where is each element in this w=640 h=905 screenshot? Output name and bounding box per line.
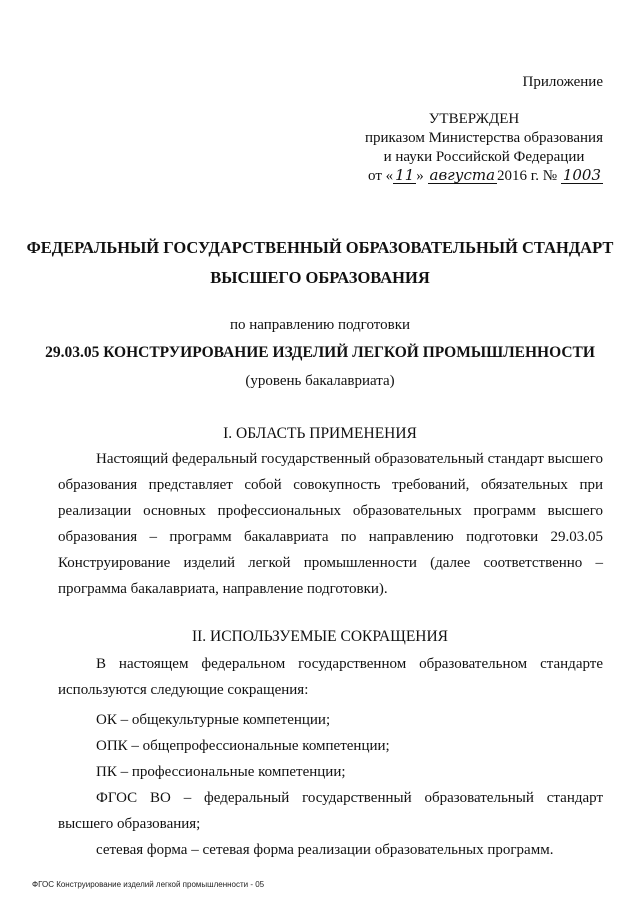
date-prefix: от « [368, 168, 394, 184]
order-line-1: приказом Министерства образования [365, 130, 603, 146]
title-line-2: ВЫСШЕГО ОБРАЗОВАНИЯ [210, 268, 430, 287]
title-line-1: ФЕДЕРАЛЬНЫЙ ГОСУДАРСТВЕННЫЙ ОБРАЗОВАТЕЛЬНЫЙ СТАНДАРТ [26, 238, 614, 257]
direction-intro: по направлению подготовки [229, 317, 411, 333]
approval-block [365, 110, 603, 186]
section-heading-scope: I. ОБЛАСТЬ ПРИМЕНЕНИЯ [223, 425, 417, 442]
order-number-handwritten: 1003 [562, 166, 601, 184]
document-title [0, 233, 640, 293]
section-heading-abbreviations: II. ИСПОЛЬЗУЕМЫЕ СОКРАЩЕНИЯ [191, 628, 449, 645]
section-text-abbreviations: В настоящем федеральном государственном образовательном стандарте используются следующие сокращения: [58, 656, 603, 698]
abbreviation-item: ПК – профессиональные компетенции; [96, 764, 346, 780]
date-year: 2016 г. № [497, 168, 558, 184]
abbreviation-item: сетевая форма – сетевая форма реализации образовательных программ. [96, 842, 554, 858]
appendix-label: Приложение [522, 74, 603, 90]
order-line-2: и науки Российской Федерации [383, 149, 585, 165]
abbreviation-item: ОПК – общепрофессиональные компетенции; [96, 738, 390, 754]
abbreviation-item: ОК – общекультурные компетенции; [96, 712, 331, 728]
date-month-handwritten: августа [429, 166, 496, 184]
section-text-scope: Настоящий федеральный государственный образовательный стандарт высшего образования представляет собой совокупность требований, обязательных при реализации основных профессиональных образовательных программ высшего образования – программ бакалавриата по направлению подготовки 29.03.05 Конструирование изделий легкой промышленности (далее соответственно – программа бакалавриата, направление подготовки). [58, 451, 603, 597]
approved-label: УТВЕРЖДЕН [428, 111, 520, 127]
abbreviation-item: ФГОС ВО – федеральный государственный образовательный стандарт высшего образования; [58, 790, 603, 832]
direction-name: 29.03.05 КОНСТРУИРОВАНИЕ ИЗДЕЛИЙ ЛЕГКОЙ ПРОМЫШЛЕННОСТИ [45, 344, 595, 361]
page-footer: ФГОС Конструирование изделий легкой промышленности - 05 [32, 880, 265, 889]
order-date-line [365, 167, 603, 186]
education-level: (уровень бакалавриата) [245, 373, 395, 389]
date-mid: » [416, 168, 424, 184]
date-day-handwritten: 11 [395, 166, 415, 184]
